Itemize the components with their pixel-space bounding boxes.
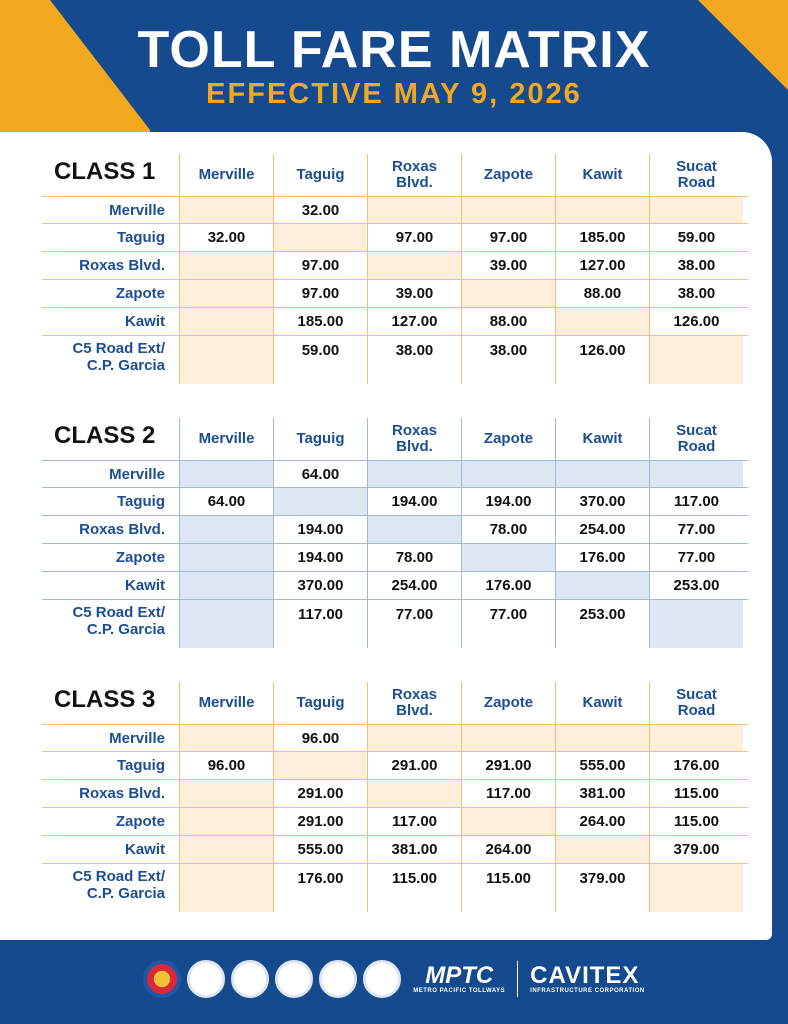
fare-cell: 59.00 <box>649 224 743 251</box>
fare-cell <box>367 780 461 807</box>
table-row <box>42 836 748 864</box>
fare-cell: 291.00 <box>461 752 555 779</box>
table-row <box>42 572 748 600</box>
fare-cell: 97.00 <box>273 252 367 279</box>
fare-cell <box>367 197 461 223</box>
fare-cell: 126.00 <box>649 308 743 335</box>
fare-cell: 381.00 <box>367 836 461 863</box>
column-header: Zapote <box>461 154 555 196</box>
fare-card <box>0 132 772 940</box>
row-label: Kawit <box>124 577 165 594</box>
column-header: Zapote <box>461 418 555 460</box>
fare-cell: 117.00 <box>273 600 367 648</box>
fare-cell: 194.00 <box>273 516 367 543</box>
fare-cell <box>461 461 555 487</box>
table-row <box>42 280 748 308</box>
fare-cell <box>179 572 273 599</box>
row-label: Taguig <box>116 757 165 774</box>
agency-logo-3 <box>275 960 313 998</box>
fare-cell: 291.00 <box>273 808 367 835</box>
fare-cell: 96.00 <box>179 752 273 779</box>
fare-cell <box>461 725 555 751</box>
fare-cell: 194.00 <box>273 544 367 571</box>
row-label: Kawit <box>124 313 165 330</box>
row-label: Taguig <box>116 229 165 246</box>
class-label: CLASS 2 <box>54 422 156 449</box>
fare-cell <box>273 752 367 779</box>
fare-cell <box>367 516 461 543</box>
table-row <box>42 752 748 780</box>
fare-cell <box>461 808 555 835</box>
fare-cell: 78.00 <box>367 544 461 571</box>
fare-cell <box>649 725 743 751</box>
fare-cell: 39.00 <box>367 280 461 307</box>
fare-cell: 115.00 <box>461 864 555 912</box>
fare-cell: 117.00 <box>367 808 461 835</box>
trb-logo <box>231 960 269 998</box>
fare-cell: 77.00 <box>367 600 461 648</box>
fare-cell: 254.00 <box>367 572 461 599</box>
fare-cell: 185.00 <box>273 308 367 335</box>
fare-cell <box>179 780 273 807</box>
fare-cell: 379.00 <box>649 836 743 863</box>
footer-logos <box>0 954 788 1004</box>
row-label: Kawit <box>124 841 165 858</box>
fare-cell: 176.00 <box>273 864 367 912</box>
bagong-pilipinas-logo <box>143 960 181 998</box>
column-header: Roxas Blvd. <box>367 154 461 196</box>
row-label: Zapote <box>115 285 165 302</box>
fare-table-class-2 <box>42 418 748 648</box>
column-header: Roxas Blvd. <box>367 682 461 724</box>
fare-cell: 97.00 <box>461 224 555 251</box>
column-header: Sucat Road <box>649 154 743 196</box>
column-header: Taguig <box>273 418 367 460</box>
table-row <box>42 864 748 912</box>
column-header: Merville <box>179 154 273 196</box>
fare-cell: 38.00 <box>649 280 743 307</box>
fare-cell <box>273 224 367 251</box>
fare-cell: 117.00 <box>461 780 555 807</box>
fare-cell: 77.00 <box>649 544 743 571</box>
fare-cell: 115.00 <box>649 808 743 835</box>
fare-cell <box>649 864 743 912</box>
fare-cell <box>461 544 555 571</box>
column-header: Sucat Road <box>649 418 743 460</box>
row-label: Roxas Blvd. <box>79 785 165 802</box>
fare-cell <box>179 516 273 543</box>
fare-cell <box>649 461 743 487</box>
fare-cell: 38.00 <box>367 336 461 384</box>
fare-cell: 253.00 <box>649 572 743 599</box>
fare-cell: 127.00 <box>555 252 649 279</box>
fare-cell: 194.00 <box>461 488 555 515</box>
table-row <box>42 196 748 224</box>
table-row <box>42 252 748 280</box>
row-label: C5 Road Ext/ C.P. Garcia <box>72 868 165 902</box>
fare-cell: 555.00 <box>273 836 367 863</box>
class-label: CLASS 3 <box>54 686 156 713</box>
fare-cell <box>179 836 273 863</box>
fare-cell: 381.00 <box>555 780 649 807</box>
table-row <box>42 336 748 384</box>
fare-cell: 126.00 <box>555 336 649 384</box>
fare-cell: 176.00 <box>649 752 743 779</box>
fare-cell: 370.00 <box>555 488 649 515</box>
table-header <box>42 682 748 724</box>
column-header: Merville <box>179 682 273 724</box>
column-header: Kawit <box>555 154 649 196</box>
fare-cell <box>179 544 273 571</box>
fare-table-class-3 <box>42 682 748 912</box>
page-title: TOLL FARE MATRIX <box>137 21 651 79</box>
table-header <box>42 418 748 460</box>
row-label: Merville <box>109 201 165 219</box>
fare-cell <box>649 197 743 223</box>
fare-cell: 32.00 <box>273 197 367 223</box>
column-header: Taguig <box>273 154 367 196</box>
fare-table-class-1 <box>42 154 748 384</box>
row-label: Merville <box>109 465 165 483</box>
fare-cell <box>273 488 367 515</box>
table-header <box>42 154 748 196</box>
fare-cell <box>179 864 273 912</box>
table-row <box>42 724 748 752</box>
fare-cell <box>649 336 743 384</box>
fare-cell <box>367 725 461 751</box>
fare-cell <box>179 197 273 223</box>
footer-divider <box>517 961 518 997</box>
fare-cell: 64.00 <box>179 488 273 515</box>
fare-cell: 59.00 <box>273 336 367 384</box>
fare-cell <box>179 308 273 335</box>
fare-cell: 38.00 <box>461 336 555 384</box>
fare-cell: 38.00 <box>649 252 743 279</box>
table-row <box>42 600 748 648</box>
fare-cell <box>179 808 273 835</box>
fare-cell <box>555 308 649 335</box>
fare-cell: 88.00 <box>461 308 555 335</box>
fare-cell: 555.00 <box>555 752 649 779</box>
fare-cell <box>367 252 461 279</box>
mptc-logo: MPTC METRO PACIFIC TOLLWAYS <box>413 962 506 994</box>
table-row <box>42 224 748 252</box>
fare-cell: 264.00 <box>555 808 649 835</box>
fare-cell: 254.00 <box>555 516 649 543</box>
page-subtitle: EFFECTIVE MAY 9, 2026 <box>206 78 582 110</box>
fare-cell: 194.00 <box>367 488 461 515</box>
fare-cell: 97.00 <box>367 224 461 251</box>
row-label: Zapote <box>115 549 165 566</box>
row-label: C5 Road Ext/ C.P. Garcia <box>72 340 165 374</box>
fare-cell <box>555 836 649 863</box>
fare-cell: 115.00 <box>367 864 461 912</box>
fare-cell <box>555 197 649 223</box>
table-row <box>42 488 748 516</box>
fare-cell: 64.00 <box>273 461 367 487</box>
agency-logo-1 <box>187 960 225 998</box>
fare-cell <box>179 252 273 279</box>
fare-cell: 379.00 <box>555 864 649 912</box>
table-row <box>42 516 748 544</box>
fare-cell: 96.00 <box>273 725 367 751</box>
column-header: Kawit <box>555 682 649 724</box>
fare-cell <box>461 280 555 307</box>
fare-cell: 185.00 <box>555 224 649 251</box>
fare-cell: 127.00 <box>367 308 461 335</box>
fare-cell: 117.00 <box>649 488 743 515</box>
fare-cell: 176.00 <box>461 572 555 599</box>
column-header: Roxas Blvd. <box>367 418 461 460</box>
row-label: Merville <box>109 729 165 747</box>
fare-cell: 370.00 <box>273 572 367 599</box>
column-header: Taguig <box>273 682 367 724</box>
fare-cell: 88.00 <box>555 280 649 307</box>
column-header: Sucat Road <box>649 682 743 724</box>
fare-cell <box>179 280 273 307</box>
fare-cell <box>179 600 273 648</box>
agency-logo-5 <box>363 960 401 998</box>
row-label: Taguig <box>116 493 165 510</box>
fare-cell: 77.00 <box>461 600 555 648</box>
fare-cell <box>555 461 649 487</box>
fare-cell <box>555 725 649 751</box>
fare-cell: 264.00 <box>461 836 555 863</box>
row-label: C5 Road Ext/ C.P. Garcia <box>72 604 165 638</box>
row-label: Zapote <box>115 813 165 830</box>
fare-cell: 291.00 <box>273 780 367 807</box>
fare-cell: 97.00 <box>273 280 367 307</box>
fare-cell <box>179 461 273 487</box>
fare-cell: 32.00 <box>179 224 273 251</box>
agency-logo-4 <box>319 960 357 998</box>
column-header: Zapote <box>461 682 555 724</box>
fare-cell: 39.00 <box>461 252 555 279</box>
table-row <box>42 780 748 808</box>
fare-cell: 77.00 <box>649 516 743 543</box>
fare-cell: 115.00 <box>649 780 743 807</box>
fare-cell <box>179 725 273 751</box>
fare-cell: 253.00 <box>555 600 649 648</box>
fare-cell: 176.00 <box>555 544 649 571</box>
row-label: Roxas Blvd. <box>79 521 165 538</box>
cavitex-logo: CAVITEX INFRASTRUCTURE CORPORATION <box>530 962 645 994</box>
fare-cell <box>649 600 743 648</box>
table-row <box>42 460 748 488</box>
table-row <box>42 308 748 336</box>
fare-cell <box>367 461 461 487</box>
fare-cell: 291.00 <box>367 752 461 779</box>
column-header: Merville <box>179 418 273 460</box>
fare-cell <box>555 572 649 599</box>
column-header: Kawit <box>555 418 649 460</box>
table-row <box>42 544 748 572</box>
row-label: Roxas Blvd. <box>79 257 165 274</box>
fare-cell <box>461 197 555 223</box>
fare-cell: 78.00 <box>461 516 555 543</box>
fare-cell <box>179 336 273 384</box>
table-row <box>42 808 748 836</box>
class-label: CLASS 1 <box>54 158 156 185</box>
